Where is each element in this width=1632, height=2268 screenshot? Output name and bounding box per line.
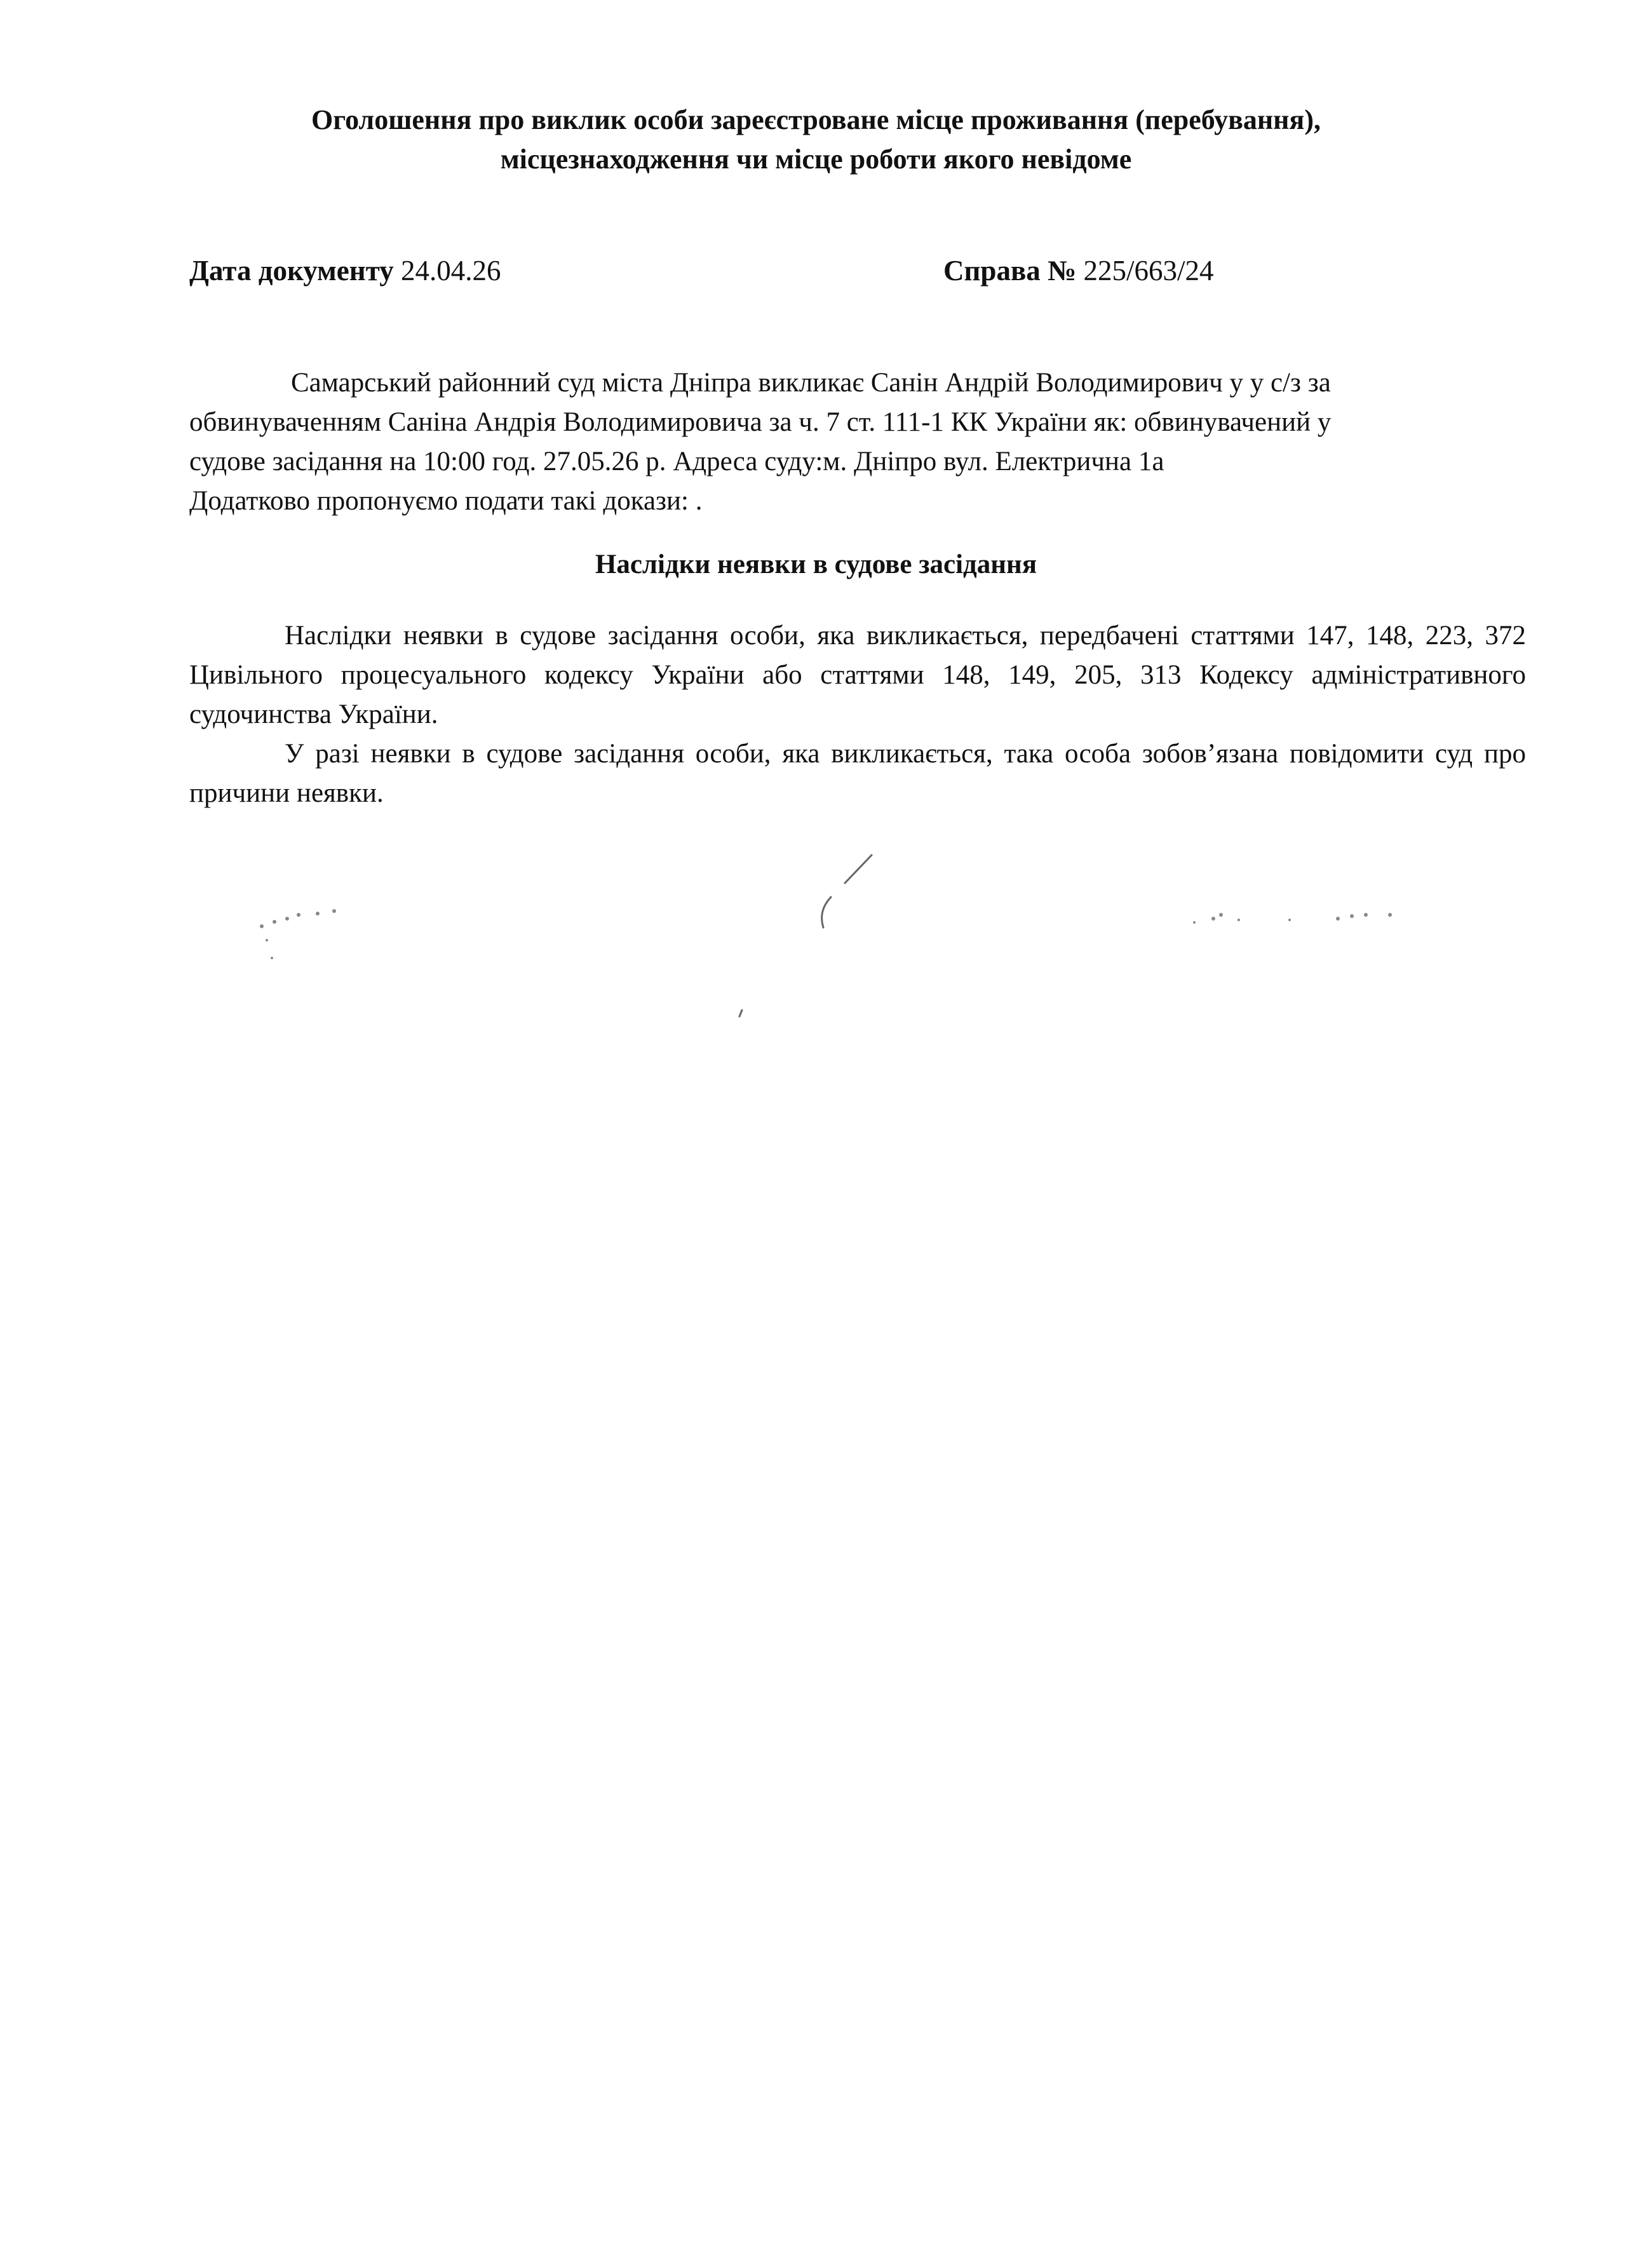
case-number (943, 252, 1214, 290)
right-faint-mark (1193, 913, 1392, 924)
summons-line-3: судове засідання на 10:00 год. 27.05.26 р. Адреса суду:м. Дніпро вул. Електрична 1а (189, 447, 1164, 476)
consequences-paragraph-2-text: У разі неявки в судове засідання особи, яка викликається, така особа зобов’язана повідомити суд про причини неявки. (189, 739, 1526, 808)
consequences-paragraph-1 (189, 616, 1526, 734)
document-date (189, 252, 501, 290)
summons-line-2: обвинуваченням Саніна Андрія Володимировича за ч. 7 ст. 111-1 КК України як: обвинувачений у (189, 407, 1332, 437)
consequences-paragraph-2 (189, 734, 1526, 813)
consequences-heading: Наслідки неявки в судове засідання (595, 550, 1037, 579)
signature-mark (739, 855, 872, 1016)
document-date-value: 24.04.26 (400, 255, 501, 287)
document-date-label: Дата документу (189, 255, 394, 287)
document-title-line-1: Оголошення про виклик особи зареєстроване місце проживання (перебування), (311, 104, 1321, 135)
case-number-label: Справа № (943, 255, 1077, 287)
case-number-value: 225/663/24 (1083, 255, 1214, 287)
consequences-paragraph-1-text: Наслідки неявки в судове засідання особи, яка викликається, передбачені статтями 147, 148, 223, 372 Цивільного процесуального кодексу України або статтями 148, 149, 205, 313 Кодексу адміністративного судочинства України. (189, 621, 1526, 729)
summons-line-1: Самарський районний суд міста Дніпра викликає Санін Андрій Володимирович у у с/з за (291, 368, 1331, 398)
document-title-line-2: місцезнаходження чи місце роботи якого невідоме (500, 144, 1132, 175)
summons-line-4: Додатково пропонуємо подати такі докази: . (189, 486, 703, 516)
left-faint-mark (260, 909, 336, 959)
